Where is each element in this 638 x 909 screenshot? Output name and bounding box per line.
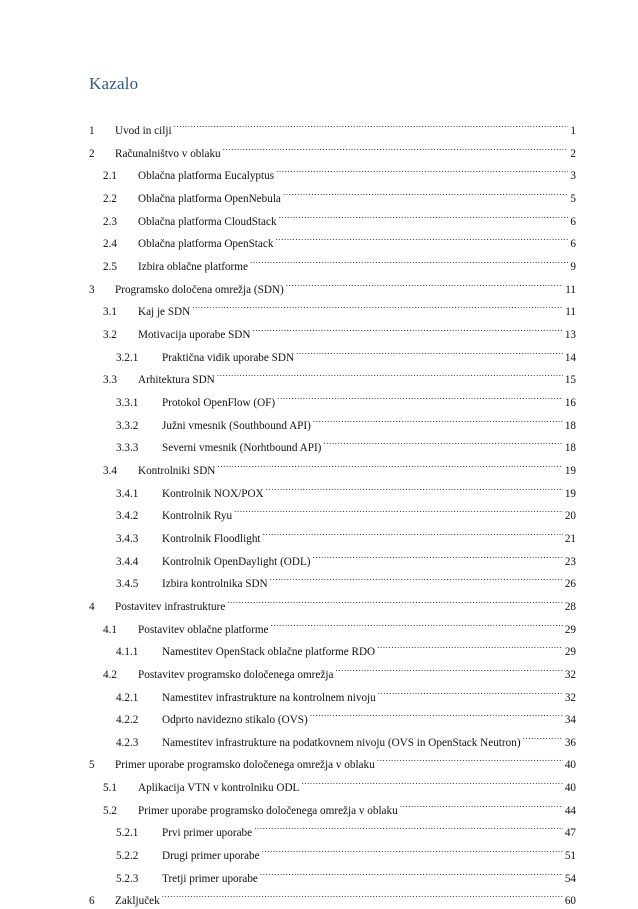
toc-entry-title: Južni vmesnik (Southbound API) (162, 419, 311, 432)
toc-entry-page-number: 47 (564, 827, 576, 840)
toc-entry[interactable] (103, 231, 576, 251)
toc-dot-leader (276, 163, 568, 179)
toc-entry-page-number: 51 (564, 850, 576, 863)
toc-entry-title: Računalništvo v oblaku (115, 147, 221, 160)
toc-dot-leader (223, 141, 569, 157)
toc-entry-number: 2.1 (103, 170, 117, 183)
toc-entry-title: Namestitev infrastrukture na podatkovnem nivoju (OVS in OpenStack Neutron) (162, 736, 521, 749)
toc-entry-page-number: 2 (570, 147, 576, 160)
toc-entry-number: 4.1 (103, 623, 117, 636)
toc-entry-title: Oblačna platforma OpenStack (138, 238, 274, 251)
toc-dot-leader (377, 752, 563, 768)
toc-entry-page-number: 14 (564, 351, 576, 364)
toc-entry-number: 2.4 (103, 238, 117, 251)
toc-entry-page-number: 28 (564, 600, 576, 613)
toc-entry-title: Postavitev oblačne platforme (138, 623, 269, 636)
toc-dot-leader (313, 549, 563, 565)
toc-entry[interactable] (116, 707, 576, 727)
toc-entry-page-number: 54 (564, 872, 576, 885)
toc-entry[interactable] (103, 617, 576, 636)
toc-entry-title: Kaj je SDN (138, 306, 191, 319)
toc-entry-title: Primer uporabe programsko določenega omrežja v oblaku (138, 804, 398, 817)
toc-entry-title: Drugi primer uporabe (162, 850, 260, 863)
toc-dot-leader (192, 299, 563, 315)
toc-entry-number: 4.2.3 (116, 736, 139, 749)
toc-entry-title: Namestitev OpenStack oblačne platforme RDO (162, 646, 376, 659)
toc-entry-number: 2.2 (103, 192, 117, 205)
toc-dot-leader (277, 390, 563, 406)
toc-entry[interactable] (103, 163, 576, 183)
toc-entry-title: Prvi primer uporabe (162, 827, 253, 840)
toc-dot-leader (266, 481, 563, 497)
toc-entry[interactable] (116, 413, 576, 432)
toc-entry-title: Kontrolnik OpenDaylight (ODL) (162, 555, 311, 568)
toc-entry-page-number: 9 (570, 260, 576, 273)
toc-entry[interactable] (103, 775, 576, 795)
toc-entry-number: 6 (89, 895, 95, 908)
toc-entry-title: Aplikacija VTN v kontrolniku ODL (138, 782, 300, 795)
toc-entry-number: 4.1.1 (116, 646, 139, 659)
toc-entry-title: Oblačna platforma CloudStack (138, 215, 277, 228)
toc-entry-page-number: 16 (564, 396, 576, 409)
toc-entry[interactable] (116, 526, 576, 545)
toc-entry-page-number: 26 (564, 578, 576, 591)
toc-entry[interactable] (89, 752, 576, 772)
toc-entry[interactable] (103, 254, 576, 273)
toc-dot-leader (234, 503, 563, 519)
toc-entry[interactable] (103, 299, 576, 319)
toc-entry-page-number: 40 (564, 782, 576, 795)
toc-entry-number: 3.4 (103, 464, 117, 477)
toc-entry[interactable] (89, 277, 576, 296)
toc-entry-page-number: 11 (565, 306, 576, 319)
toc-entry-title: Tretji primer uporabe (162, 872, 258, 885)
toc-dot-leader (254, 820, 563, 836)
toc-entry-number: 3.2 (103, 328, 117, 341)
toc-entry-number: 3.4.3 (116, 532, 139, 545)
toc-entry-page-number: 13 (564, 328, 576, 341)
toc-dot-leader (174, 118, 569, 134)
toc-entry[interactable] (103, 798, 576, 817)
toc-entry[interactable] (116, 685, 576, 704)
toc-entry-number: 3.3.2 (116, 419, 139, 432)
toc-entry[interactable] (103, 186, 576, 205)
toc-entry-number: 3.2.1 (116, 351, 139, 364)
toc-entry-title: Motivacija uporabe SDN (138, 328, 251, 341)
toc-entry-number: 3.4.5 (116, 578, 139, 591)
toc-entry-page-number: 6 (570, 215, 576, 228)
toc-entry-title: Zaključek (115, 895, 160, 908)
toc-entry-title: Kontrolnik Floodlight (162, 532, 261, 545)
toc-entry[interactable] (103, 322, 576, 341)
toc-entry[interactable] (116, 639, 576, 659)
toc-entry-number: 2.5 (103, 260, 117, 273)
toc-entry-page-number: 11 (565, 283, 576, 296)
toc-entry[interactable] (103, 367, 576, 387)
toc-entry[interactable] (89, 594, 576, 613)
toc-entry[interactable] (103, 209, 576, 228)
toc-entry-page-number: 3 (570, 170, 576, 183)
toc-entry-number: 4.2.1 (116, 691, 139, 704)
toc-entry[interactable] (116, 571, 576, 591)
toc-dot-leader (217, 458, 562, 474)
toc-entry[interactable] (116, 345, 576, 364)
toc-entry-title: Oblačna platforma OpenNebula (138, 192, 281, 205)
toc-entry-number: 3.4.2 (116, 510, 139, 523)
toc-entry-page-number: 29 (564, 623, 576, 636)
toc-dot-leader (270, 571, 563, 587)
toc-entry-page-number: 21 (564, 532, 576, 545)
toc-entry-title: Kontrolnik NOX/POX (162, 487, 264, 500)
toc-entry-title: Namestitev infrastrukture na kontrolnem nivoju (162, 691, 376, 704)
toc-entry-title: Severni vmesnik (Norhtbound API) (162, 442, 322, 455)
toc-entry[interactable] (89, 141, 576, 160)
toc-dot-leader (263, 526, 563, 542)
toc-dot-leader (310, 707, 563, 723)
toc-entry[interactable] (116, 843, 576, 863)
toc-entry[interactable] (103, 662, 576, 681)
toc-entry-number: 2 (89, 147, 95, 160)
toc-entry-title: Odprto navidezno stikalo (OVS) (162, 714, 308, 727)
toc-entry-number: 3.3.1 (116, 396, 139, 409)
toc-entry-title: Kontrolniki SDN (138, 464, 216, 477)
toc-dot-leader (262, 843, 563, 859)
toc-entry-number: 3.1 (103, 306, 117, 319)
toc-entry-page-number: 36 (564, 736, 576, 749)
toc-entry[interactable] (116, 503, 576, 523)
toc-dot-leader (270, 617, 562, 633)
toc-entry-page-number: 34 (564, 714, 576, 727)
toc-entry-title: Postavitev infrastrukture (115, 600, 226, 613)
toc-dot-leader (162, 888, 563, 904)
toc-entry-number: 5.2.3 (116, 872, 139, 885)
toc-dot-leader (227, 594, 563, 610)
toc-dot-leader (377, 639, 563, 655)
toc-entry-number: 5.2 (103, 804, 117, 817)
toc-dot-leader (279, 209, 569, 225)
page-title: Kazalo (89, 74, 139, 93)
toc-entry-number: 5 (89, 759, 95, 772)
toc-entry-number: 5.2.1 (116, 827, 139, 840)
toc-entry-number: 3.3 (103, 374, 117, 387)
toc-dot-leader (378, 685, 563, 701)
toc-entry-page-number: 18 (564, 442, 576, 455)
toc-entry-title: Uvod in cilji (115, 125, 172, 137)
toc-entry-page-number: 1 (570, 125, 576, 137)
toc-entry[interactable] (116, 390, 576, 409)
toc-entry-page-number: 15 (564, 374, 576, 387)
toc-dot-leader (250, 254, 568, 270)
toc-entry-page-number: 5 (570, 192, 576, 205)
toc-dot-leader (217, 367, 563, 383)
toc-entry-title: Praktična vidik uporabe SDN (162, 351, 295, 364)
toc-dot-leader (260, 866, 563, 882)
toc-dot-leader (283, 186, 569, 202)
toc-entry-page-number: 19 (564, 464, 576, 477)
toc-entry-page-number: 32 (564, 691, 576, 704)
toc-entry-page-number: 40 (564, 759, 576, 772)
toc-dot-leader (286, 277, 564, 293)
toc-dot-leader (301, 775, 562, 791)
toc-entry[interactable] (103, 458, 576, 477)
toc-entry-number: 5.1 (103, 782, 117, 795)
toc-entry-title: Primer uporabe programsko določenega omrežja v oblaku (115, 759, 375, 772)
toc-entry-number: 1 (89, 125, 95, 137)
toc-entry-page-number: 6 (570, 238, 576, 251)
toc-entry-page-number: 29 (564, 646, 576, 659)
toc-entry-title: Kontrolnik Ryu (162, 510, 233, 523)
toc-entry-number: 4.2.2 (116, 714, 139, 727)
toc-entry[interactable] (116, 481, 576, 500)
toc-dot-leader (523, 730, 563, 746)
toc-entry[interactable] (116, 820, 576, 840)
toc-dot-leader (335, 662, 562, 678)
toc-entry-title: Protokol OpenFlow (OF) (162, 396, 276, 409)
toc-dot-leader (323, 435, 562, 451)
toc-dot-leader (296, 345, 563, 361)
toc-entry-title: Postavitev programsko določenega omrežja (138, 668, 334, 681)
toc-entry-number: 3.4.4 (116, 555, 139, 568)
toc-entry-number: 3.4.1 (116, 487, 139, 500)
toc-dot-leader (252, 322, 562, 338)
toc-dot-leader (313, 413, 563, 429)
toc-entry-title: Izbira oblačne platforme (138, 260, 248, 273)
toc-entry[interactable] (116, 435, 576, 455)
toc-entry-page-number: 20 (564, 510, 576, 523)
toc-entry-page-number: 32 (564, 668, 576, 681)
toc-entry-number: 3.3.3 (116, 442, 139, 455)
toc-entry[interactable] (89, 118, 576, 137)
toc-entry-title: Oblačna platforma Eucalyptus (138, 170, 275, 183)
toc-entry-number: 3 (89, 283, 95, 296)
toc-entry-title: Izbira kontrolnika SDN (162, 578, 268, 591)
toc-entry-page-number: 44 (564, 804, 576, 817)
toc-entry-page-number: 19 (564, 487, 576, 500)
toc-entry[interactable] (89, 888, 576, 908)
toc-entry-title: Programsko določena omrežja (SDN) (115, 283, 284, 296)
toc-entry-number: 4.2 (103, 668, 117, 681)
toc-entry-page-number: 60 (564, 895, 576, 908)
toc-entry-page-number: 23 (564, 555, 576, 568)
toc-entry-number: 5.2.2 (116, 850, 139, 863)
toc-entry[interactable] (116, 549, 576, 568)
toc-dot-leader (275, 231, 568, 247)
toc-dot-leader (400, 798, 563, 814)
toc-entry[interactable] (116, 866, 576, 885)
toc-entry-number: 4 (89, 600, 95, 613)
toc-entry-number: 2.3 (103, 215, 117, 228)
toc-entry-title: Arhitektura SDN (138, 374, 215, 387)
toc-entry-page-number: 18 (564, 419, 576, 432)
toc-entry[interactable] (116, 730, 576, 749)
